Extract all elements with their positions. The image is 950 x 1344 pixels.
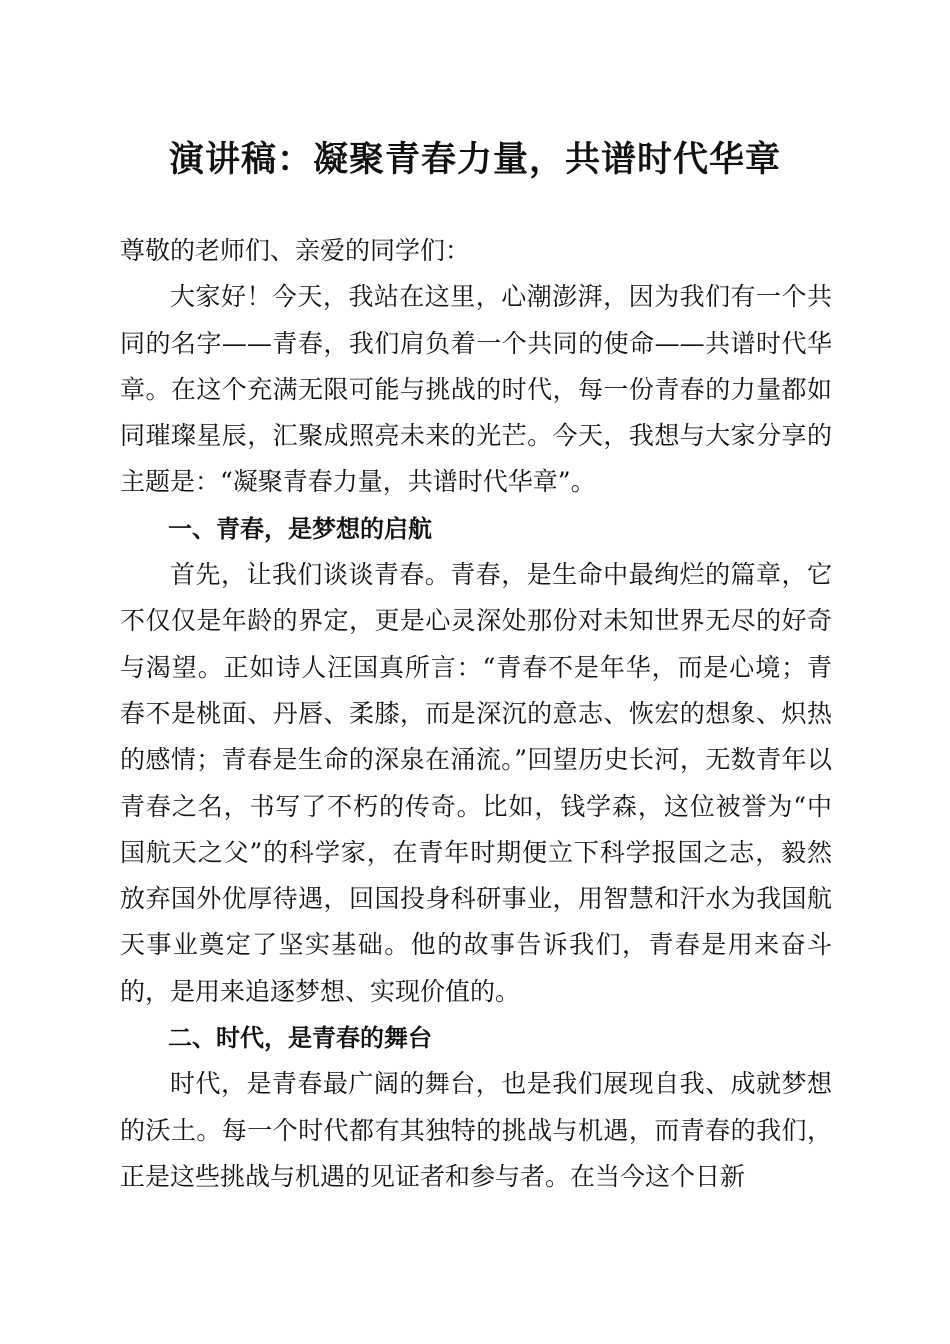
intro-paragraph: 大家好！今天，我站在这里，心潮澎湃，因为我们有一个共同的名字——青春，我们肩负着一个共同的使命——共谱时代华章。在这个充满无限可能与挑战的时代，每一份青春的力量都如同璀璨星辰，汇聚成照亮未来的光芒。今天，我想与大家分享的主题是：“凝聚青春力量，共谱时代华章”。 [120, 282, 832, 497]
section-1-paragraph: 首先，让我们谈谈青春。青春，是生命中最绚烂的篇章，它不仅仅是年龄的界定，更是心灵深处那份对未知世界无尽的好奇与渴望。正如诗人汪国真所言：“青春不是年华，而是心境；青春不是桃面、丹唇、柔膝，而是深沉的意志、恢宏的想象、炽热的感情；青春是生命的深泉在涌流。”回望历史长河，无数青年以青春之名，书写了不朽的传奇。比如，钱学森，这位被誉为“中国航天之父”的科学家，在青年时期便立下科学报国之志，毅然放弃国外优厚待遇，回国投身科研事业，用智慧和汗水为我国航天事业奠定了坚实基础。他的故事告诉我们，青春是用来奋斗的，是用来追逐梦想、实现价值的。 [120, 560, 832, 1006]
section-heading-2: 二、时代，是青春的舞台 [168, 1024, 432, 1053]
salutation: 尊敬的老师们、亲爱的同学们： [120, 236, 471, 265]
page-title: 演讲稿：凝聚青春力量，共谱时代华章 [168, 140, 781, 180]
section-2-paragraph: 时代，是青春最广阔的舞台，也是我们展现自我、成就梦想的沃土。每一个时代都有其独特的挑战与机遇，而青春的我们，正是这些挑战与机遇的见证者和参与者。在当今这个日新 [120, 1069, 832, 1191]
document-body [120, 228, 832, 1200]
section-heading-1: 一、青春，是梦想的启航 [168, 514, 432, 543]
